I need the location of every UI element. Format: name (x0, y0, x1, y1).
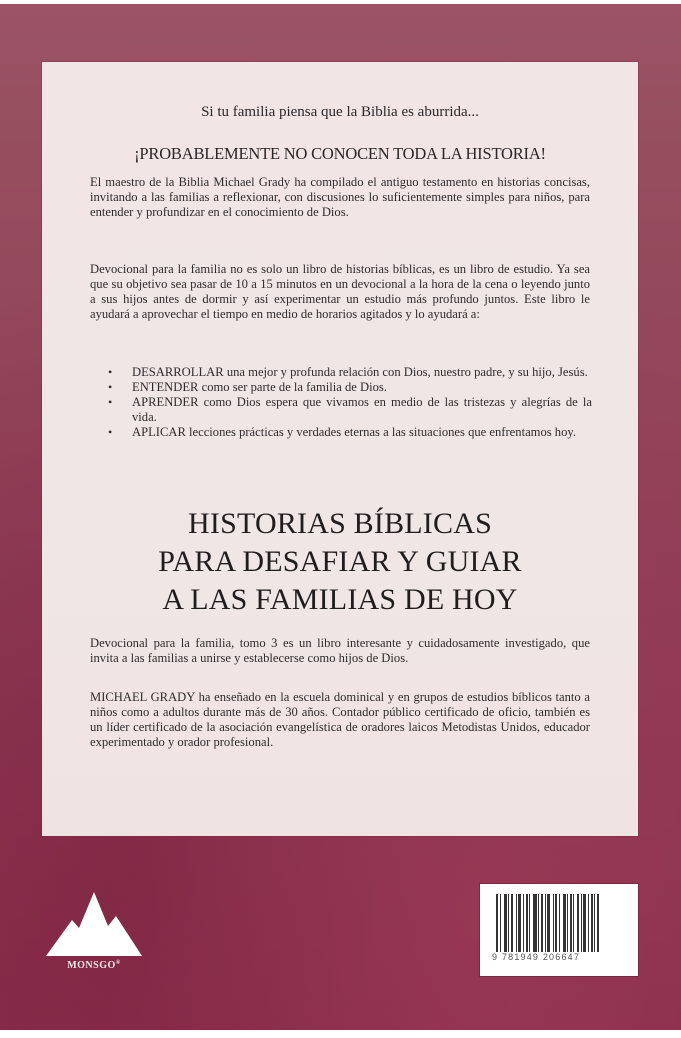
page-margin (0, 1030, 681, 1038)
title-line: PARA DESAFIAR Y GUIAR (158, 545, 522, 578)
title-line: HISTORIAS BÍBLICAS (188, 507, 492, 540)
barcode-icon (496, 894, 626, 952)
mountain-icon (44, 890, 144, 958)
bullet-icon: • (108, 380, 113, 394)
list-item (108, 365, 592, 380)
publisher-name: MONSGO® (67, 960, 121, 971)
bullet-keyword: APLICAR (132, 425, 186, 439)
summary-paragraph: Devocional para la familia, tomo 3 es un libro interesante y cuidadosamente investigado, que invita a las familias a unirse y establecerse como hijos de Dios. (90, 636, 590, 665)
text-panel (42, 62, 638, 836)
list-item (108, 425, 592, 440)
intro-paragraph: El maestro de la Biblia Michael Grady ha compilado el antiguo testamento en historias concisas, invitando a las familias a reflexionar, con discusiones lo suficientemente simples para niños, para entender y profundizar en el conocimiento de Dios. (90, 175, 590, 219)
isbn-number: 9 781949 206647 (492, 952, 581, 962)
bullet-text: una mejor y profunda relación con Dios, nuestro padre, y su hijo, Jesús. (223, 365, 588, 379)
title-line: A LAS FAMILIAS DE HOY (162, 583, 518, 616)
book-back-cover (0, 4, 681, 1030)
bullet-keyword: ENTENDER (132, 380, 199, 394)
list-item (108, 395, 592, 425)
bullet-text: como ser parte de la familia de Dios. (198, 380, 387, 394)
bullet-icon: • (108, 395, 113, 409)
bullet-text: como Dios espera que vivamos en medio de las tristezas y alegrías de la vida. (132, 395, 592, 424)
bullet-icon: • (108, 425, 113, 439)
benefits-list (108, 365, 592, 440)
bullet-icon: • (108, 365, 113, 379)
isbn-barcode (480, 884, 638, 976)
author-bio: MICHAEL GRADY ha enseñado en la escuela dominical y en grupos de estudios bíblicos tanto a niños como a adultos durante más de 30 años. Contador público certificado de oficio, también es un líder certificado de la asociación evangelística de oradores laicos Metodistas Unidos, educador experimentado y orador profesional. (90, 690, 590, 749)
bullet-text: lecciones prácticas y verdades eternas a las situaciones que enfrentamos hoy. (185, 425, 577, 439)
book-title-block (42, 505, 638, 619)
tagline: Si tu familia piensa que la Biblia es aburrida... (201, 104, 479, 120)
publisher-logo (44, 890, 144, 980)
list-item (108, 380, 592, 395)
bullet-keyword: APRENDER (132, 395, 199, 409)
description-paragraph: Devocional para la familia no es solo un libro de historias bíblicas, es un libro de estudio. Ya sea que su objetivo sea pasar de 10 a 15 minutos en un devocional a la hora de la cena o leyendo junto a sus hijos antes de dormir y así experimentar un estudio más profundo juntos. Este libro le ayudará a aprovechar el tiempo en medio de horarios agitados y lo ayudará a: (90, 262, 590, 321)
headline: ¡PROBABLEMENTE NO CONOCEN TODA LA HISTORIA! (134, 144, 546, 163)
bullet-keyword: DESARROLLAR (132, 365, 224, 379)
